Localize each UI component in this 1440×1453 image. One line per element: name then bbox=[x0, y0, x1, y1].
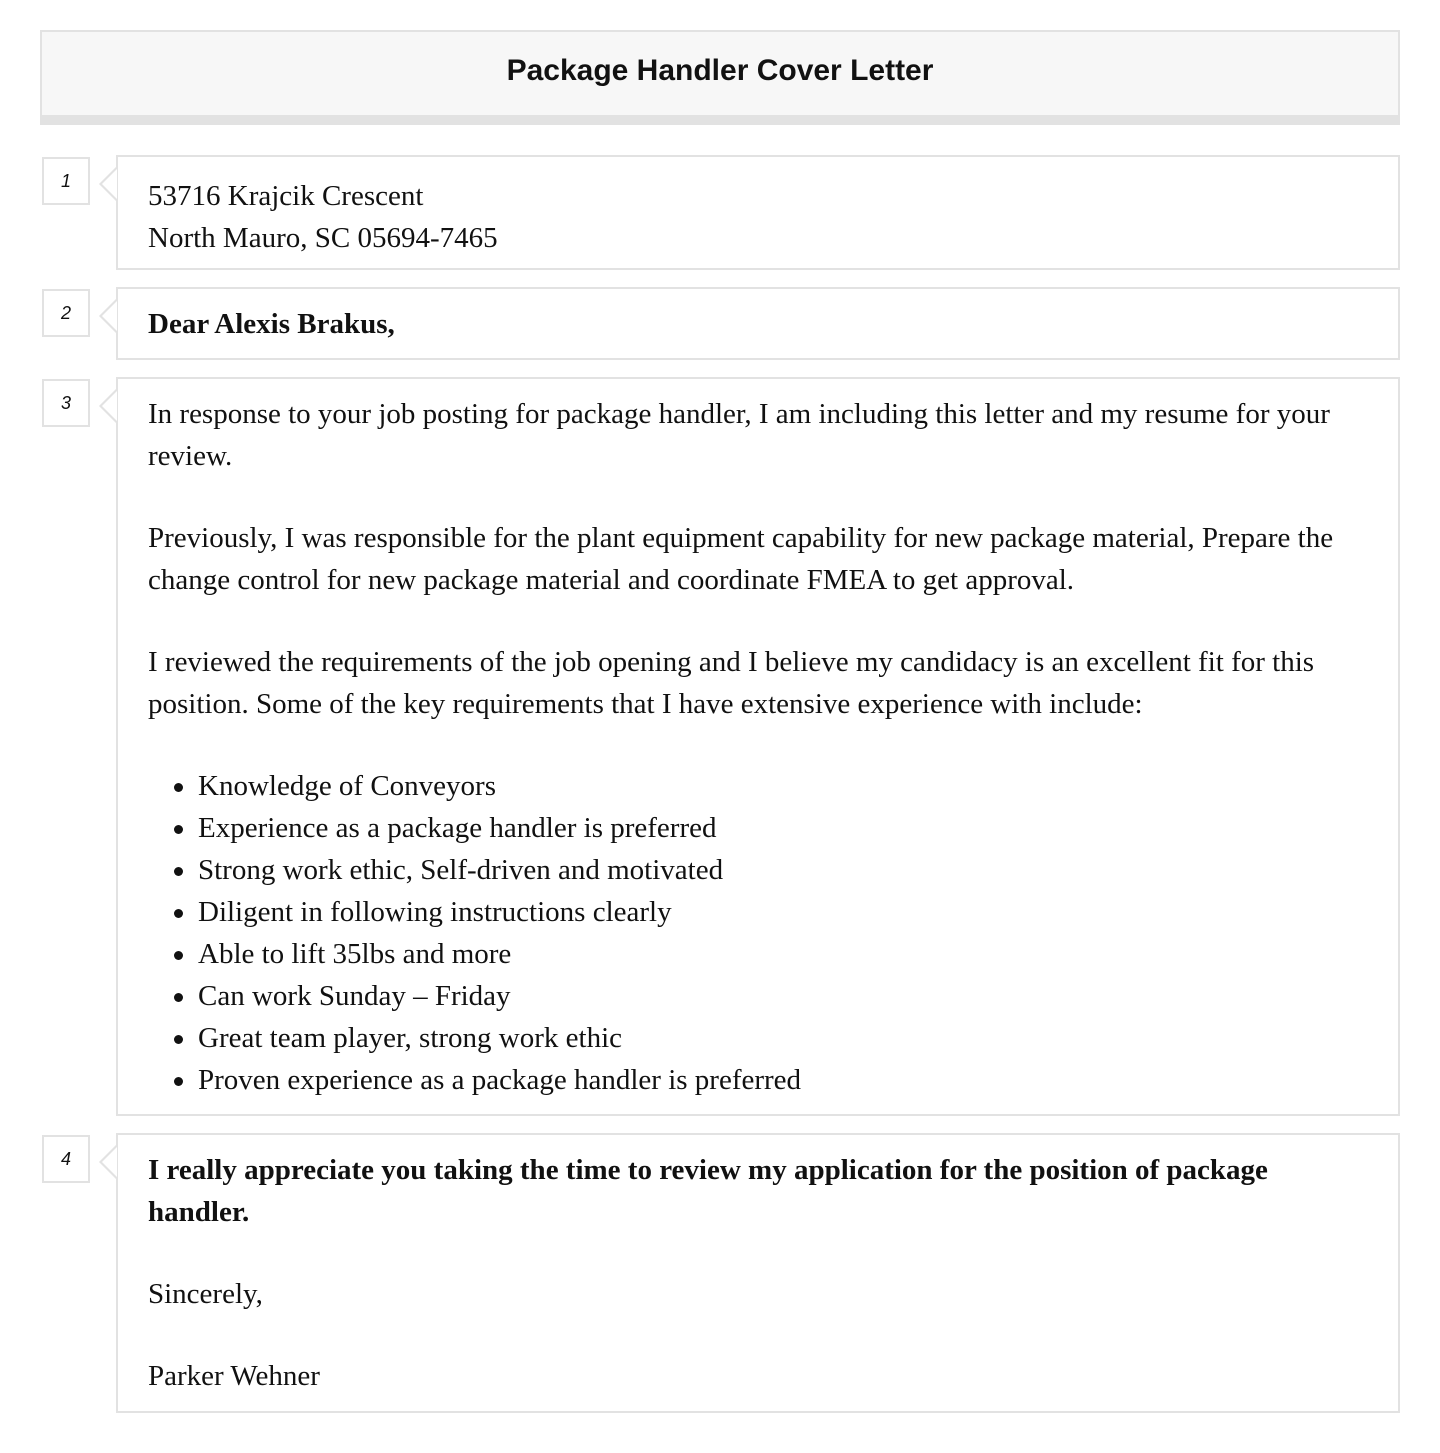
salutation: Dear Alexis Brakus, bbox=[148, 308, 395, 340]
list-item: Proven experience as a package handler is preferred bbox=[198, 1059, 1368, 1101]
signature-name: Parker Wehner bbox=[148, 1360, 320, 1392]
list-item: Diligent in following instructions clearly bbox=[198, 891, 1368, 933]
salutation-block bbox=[116, 287, 1400, 360]
section-number: 3 bbox=[42, 379, 90, 427]
address-line-1: 53716 Krajcik Crescent bbox=[148, 180, 424, 212]
address-block bbox=[116, 155, 1400, 270]
section-number: 1 bbox=[42, 157, 90, 205]
body-paragraph: I reviewed the requirements of the job opening and I believe my candidacy is an excellent fit for this position. Some of the key requirements that I have extensive experience with include: bbox=[148, 646, 1315, 720]
address-line-2: North Mauro, SC 05694-7465 bbox=[148, 222, 498, 254]
requirements-list bbox=[148, 765, 1368, 1101]
sign-off: Sincerely, bbox=[148, 1278, 263, 1310]
list-item: Knowledge of Conveyors bbox=[198, 765, 1368, 807]
section-number: 4 bbox=[42, 1135, 90, 1183]
document-header bbox=[40, 30, 1400, 125]
page-title: Package Handler Cover Letter bbox=[506, 53, 934, 87]
body-paragraph: Previously, I was responsible for the plant equipment capability for new package material, Prepare the change control for new package material and coordinate FMEA to get approval. bbox=[148, 522, 1334, 596]
list-item: Experience as a package handler is preferred bbox=[198, 807, 1368, 849]
letter-body bbox=[116, 377, 1400, 1116]
list-item: Can work Sunday – Friday bbox=[198, 975, 1368, 1017]
body-paragraph: In response to your job posting for package handler, I am including this letter and my resume for your review. bbox=[148, 398, 1330, 472]
list-item: Great team player, strong work ethic bbox=[198, 1017, 1368, 1059]
section-number: 2 bbox=[42, 289, 90, 337]
closing-block bbox=[116, 1133, 1400, 1413]
closing-statement: I really appreciate you taking the time to review my application for the position of package handler. bbox=[148, 1154, 1268, 1228]
list-item: Able to lift 35lbs and more bbox=[198, 933, 1368, 975]
list-item: Strong work ethic, Self-driven and motivated bbox=[198, 849, 1368, 891]
